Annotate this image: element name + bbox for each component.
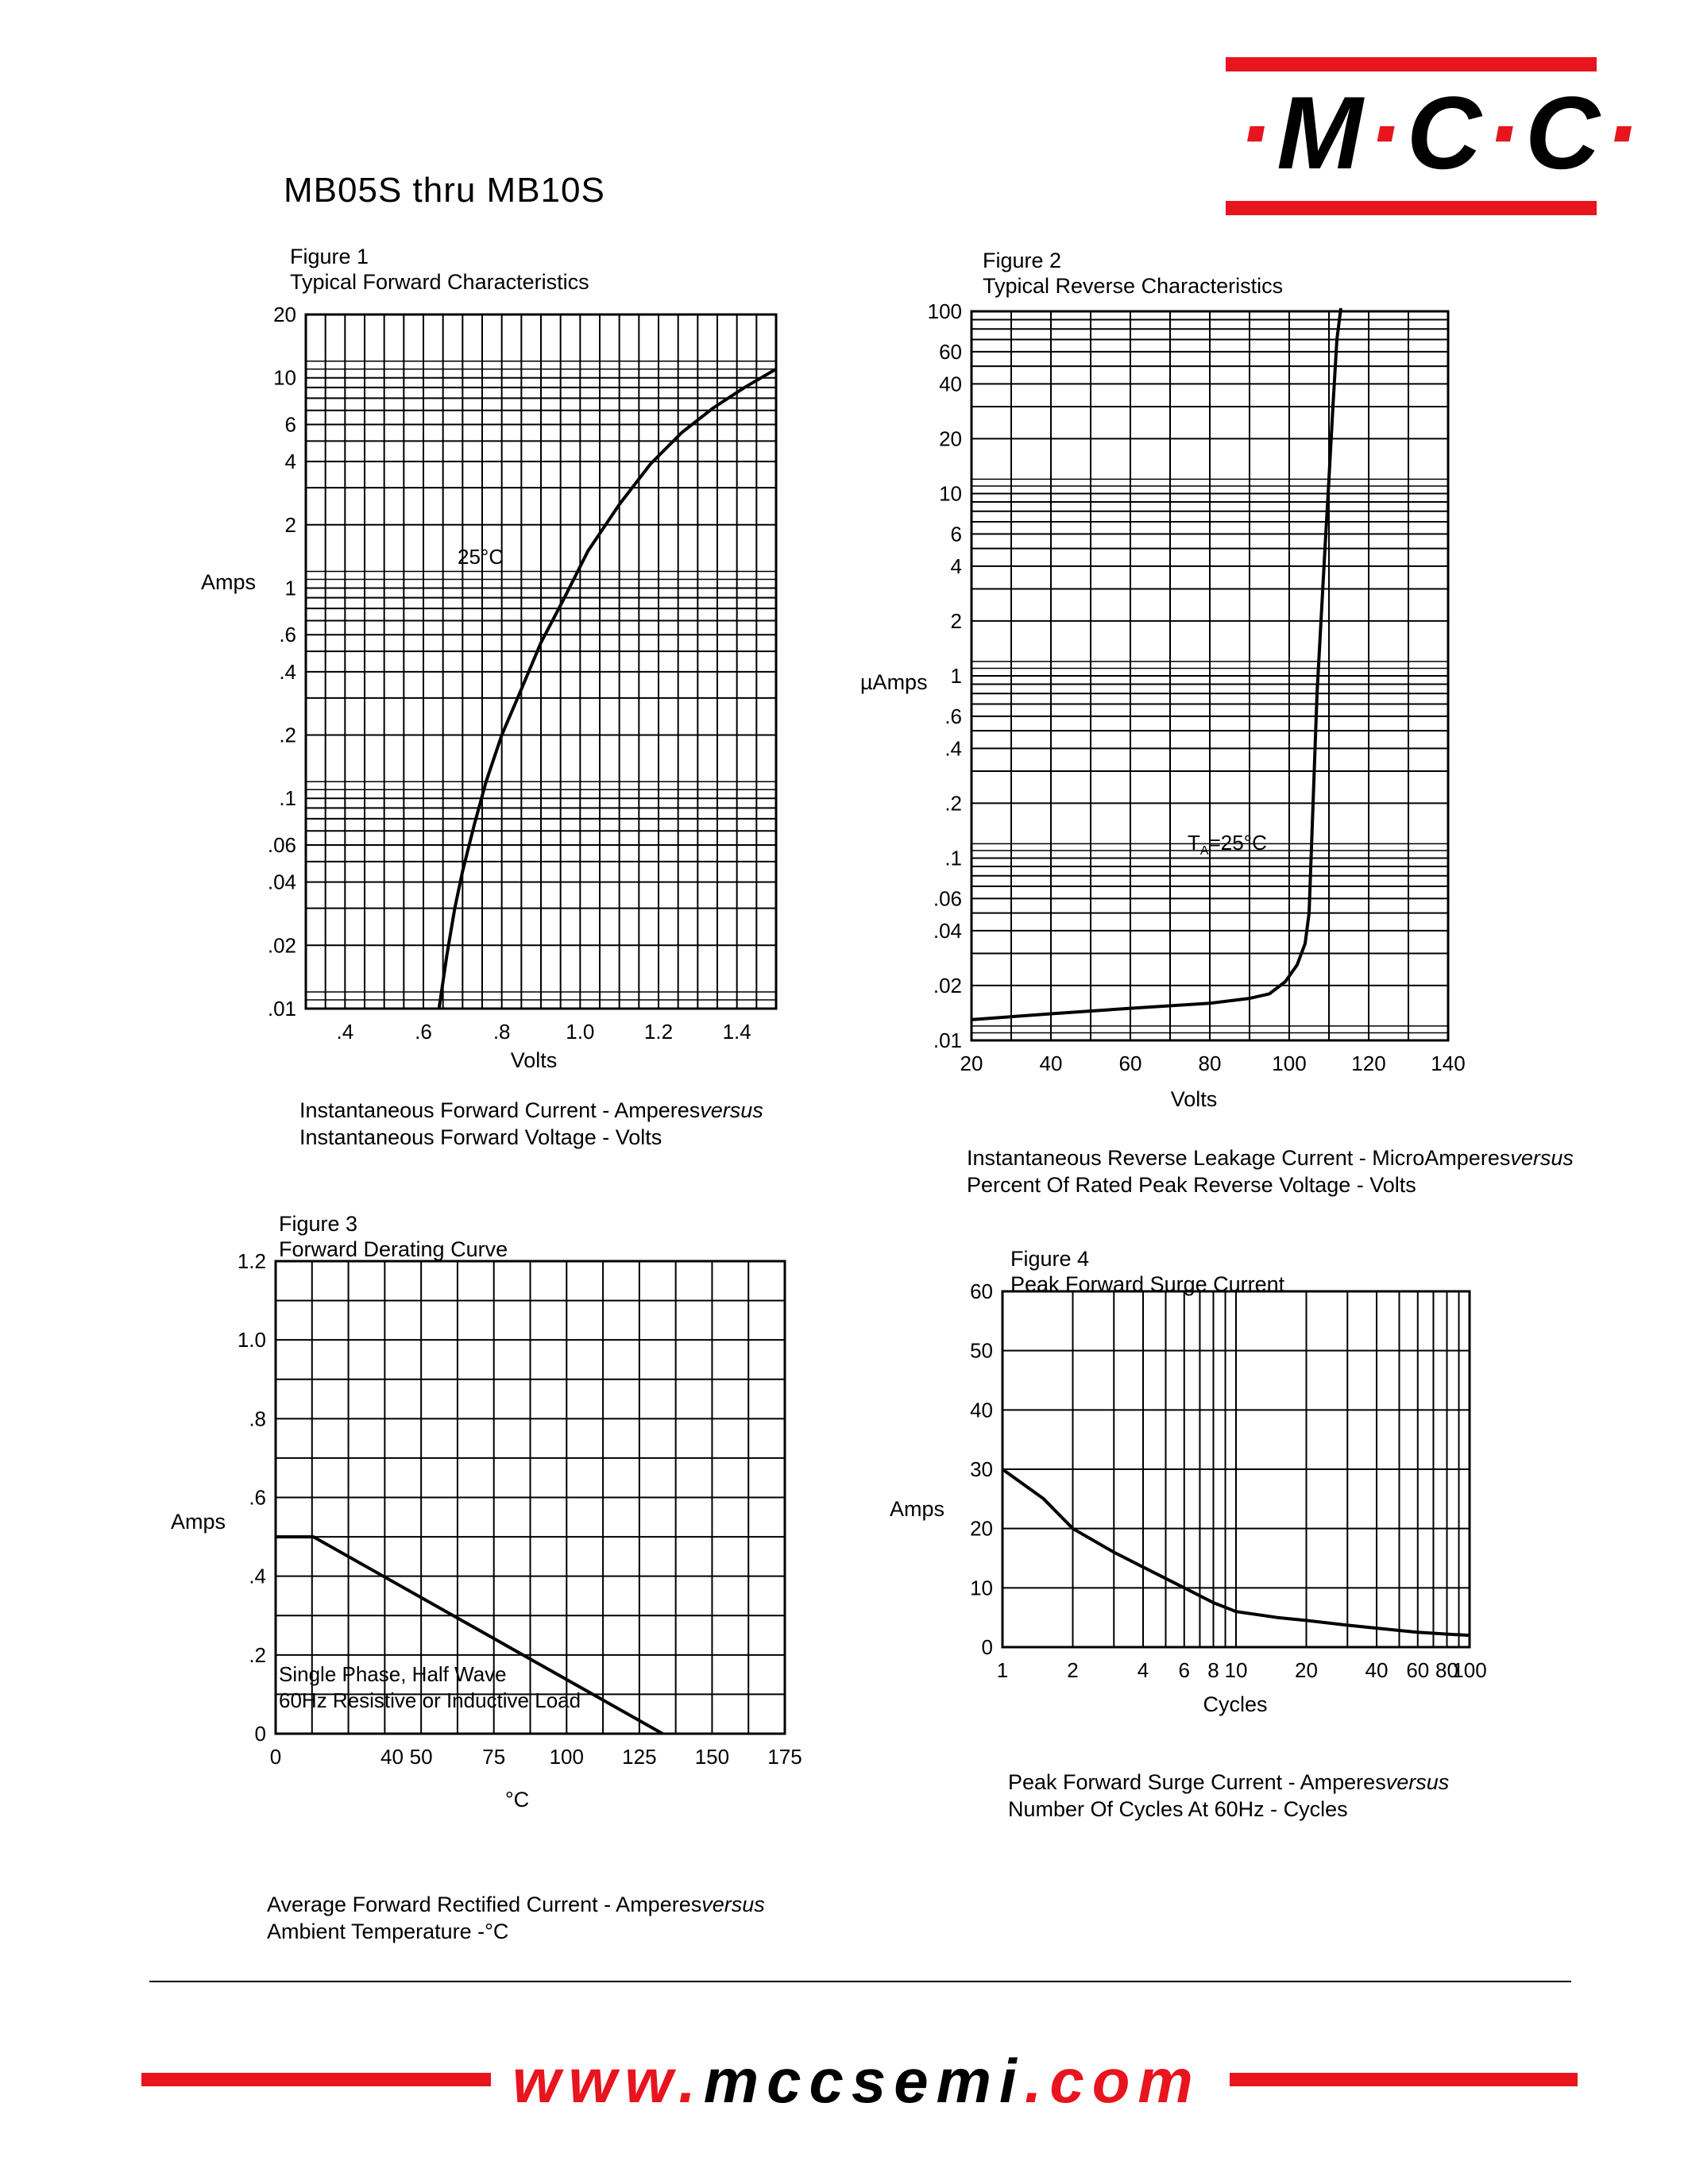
annotation-subscript: A (1199, 844, 1209, 858)
x-tick-label: 50 (409, 1745, 433, 1769)
x-tick-label: 150 (694, 1745, 730, 1769)
fig1-desc-line2: Instantaneous Forward Voltage - Volts (299, 1125, 662, 1149)
y-axis-label: Amps (890, 1497, 945, 1521)
logo-letter: C (1406, 75, 1486, 191)
x-axis-label: Volts (510, 1048, 558, 1072)
y-tick-label: 30 (970, 1457, 993, 1481)
y-tick-label: 1 (950, 664, 962, 688)
fig3-title: Forward Derating Curve (279, 1237, 508, 1261)
y-tick-label: .2 (249, 1642, 266, 1667)
fig3-description (267, 1891, 765, 1945)
x-tick-label: 120 (1351, 1051, 1386, 1075)
x-tick-label: 125 (622, 1745, 657, 1769)
y-tick-label: .6 (944, 704, 962, 728)
x-tick-label: 40 (1039, 1051, 1063, 1075)
y-tick-label: .04 (933, 918, 962, 943)
fig4-desc-line2: Number Of Cycles At 60Hz - Cycles (1008, 1797, 1348, 1821)
x-tick-label: 175 (767, 1745, 802, 1769)
x-tick-label: 6 (1178, 1658, 1191, 1682)
x-tick-label: 40 (1365, 1658, 1389, 1682)
x-tick-label: 1.0 (566, 1020, 595, 1044)
footer-url-prefix: www. (512, 2046, 704, 2116)
fig3-desc-line2: Ambient Temperature -°C (267, 1920, 509, 1943)
y-tick-label: 0 (981, 1635, 993, 1659)
x-tick-label: .6 (415, 1020, 432, 1044)
y-tick-label: 100 (927, 299, 962, 323)
x-tick-label: 100 (1452, 1658, 1487, 1682)
x-axis-label: °C (504, 1788, 530, 1812)
logo-letter: M (1277, 75, 1368, 191)
y-tick-label: 20 (939, 426, 962, 451)
y-tick-label: 0 (254, 1722, 266, 1746)
x-tick-label: 140 (1431, 1051, 1466, 1075)
footer-right-bar (1230, 2073, 1578, 2086)
condition-note: 60Hz Resistive or Inductive Load (279, 1688, 581, 1712)
footer-website-link[interactable] (512, 2045, 1201, 2116)
y-tick-label: .8 (249, 1406, 266, 1431)
logo-letter: C (1525, 75, 1605, 191)
footer-left-bar (141, 2073, 491, 2086)
fig3-label: Figure 3 (279, 1212, 358, 1236)
logo-dot: · (1604, 75, 1644, 191)
x-tick-label: 2 (1067, 1658, 1079, 1682)
y-tick-label: .6 (249, 1485, 266, 1510)
temperature-annotation: 25°C (458, 545, 504, 569)
fig2-desc-versus: versus (1510, 1146, 1574, 1170)
y-tick-label: 50 (970, 1338, 993, 1363)
y-tick-label: 20 (970, 1516, 993, 1541)
x-tick-label: 20 (960, 1051, 983, 1075)
fig1-desc-line1: Instantaneous Forward Current - Amperes (299, 1098, 701, 1122)
y-tick-label: 4 (950, 554, 962, 578)
y-tick-label: 1.0 (237, 1328, 266, 1352)
y-tick-label: 10 (939, 481, 962, 506)
annotation-value: =25°C (1208, 831, 1267, 855)
x-tick-label: 4 (1137, 1658, 1149, 1682)
y-tick-label: .4 (249, 1564, 266, 1588)
logo-dot: · (1238, 75, 1277, 191)
fig3-desc-line1: Average Forward Rectified Current - Amperes (267, 1893, 702, 1916)
y-axis-label: µAmps (860, 670, 928, 694)
y-tick-label: 10 (273, 365, 296, 390)
annotation-symbol: T (1188, 831, 1200, 855)
x-tick-label: 1 (996, 1658, 1009, 1682)
x-tick-label: 20 (1295, 1658, 1318, 1682)
y-tick-label: .4 (279, 659, 296, 684)
x-tick-label: 75 (482, 1745, 506, 1769)
y-tick-label: 2 (950, 608, 962, 633)
y-tick-label: 40 (939, 372, 962, 396)
fig1-title: Typical Forward Characteristics (290, 270, 589, 294)
condition-note: Single Phase, Half Wave (279, 1662, 507, 1686)
fig2-desc-line1: Instantaneous Reverse Leakage Current - MicroAmperes (967, 1146, 1511, 1170)
footer-url-suffix: .com (1024, 2046, 1201, 2116)
y-tick-label: 60 (970, 1279, 993, 1303)
fig2-description (967, 1144, 1574, 1198)
y-tick-label: .4 (944, 736, 962, 761)
x-tick-label: 0 (269, 1745, 282, 1769)
y-tick-label: 10 (970, 1576, 993, 1600)
x-tick-label: .8 (492, 1020, 511, 1044)
x-tick-label: 10 (1224, 1658, 1248, 1682)
x-tick-label: 100 (1272, 1051, 1307, 1075)
y-tick-label: .01 (267, 997, 296, 1021)
x-tick-label: .4 (336, 1020, 354, 1044)
logo-dot: · (1485, 75, 1526, 191)
fig2-label: Figure 2 (983, 249, 1062, 272)
y-tick-label: 6 (950, 522, 962, 546)
footer-url-main: mccsemi (703, 2046, 1025, 2116)
logo-dot: · (1367, 75, 1407, 191)
fig4-description (1008, 1769, 1449, 1823)
y-tick-label: .04 (267, 870, 296, 894)
fig1-desc-versus: versus (700, 1098, 763, 1122)
y-tick-label: .6 (279, 623, 296, 647)
footer-divider (149, 1981, 1571, 1982)
y-tick-label: .06 (933, 886, 962, 911)
fig4-label: Figure 4 (1010, 1247, 1090, 1271)
fig4-desc-line1: Peak Forward Surge Current - Amperes (1008, 1770, 1386, 1794)
fig3-desc-versus: versus (701, 1893, 765, 1916)
x-tick-label: 1.2 (643, 1020, 674, 1044)
x-tick-label: 1.4 (722, 1020, 751, 1044)
y-tick-label: .2 (279, 723, 296, 747)
fig4-desc-versus: versus (1385, 1770, 1450, 1794)
y-tick-label: .01 (933, 1028, 962, 1052)
y-tick-label: .06 (267, 832, 296, 857)
x-tick-label: 8 (1207, 1658, 1219, 1682)
x-axis-label: Volts (1170, 1087, 1218, 1111)
fig1-label: Figure 1 (290, 245, 369, 268)
x-tick-label: 80 (1198, 1051, 1222, 1075)
x-tick-label: 60 (1118, 1051, 1142, 1075)
x-tick-label: 40 (380, 1745, 404, 1769)
fig2-title: Typical Reverse Characteristics (983, 274, 1284, 298)
y-axis-label: Amps (171, 1510, 226, 1534)
x-tick-label: 60 (1406, 1658, 1430, 1682)
y-tick-label: 40 (970, 1398, 993, 1422)
y-tick-label: 60 (939, 339, 962, 364)
x-axis-label: Cycles (1203, 1692, 1268, 1716)
y-tick-label: 20 (273, 303, 296, 326)
fig4-title: Peak Forward Surge Current (1010, 1272, 1285, 1296)
x-tick-label: 80 (1435, 1658, 1458, 1682)
y-tick-label: 4 (284, 450, 296, 474)
y-tick-label: 6 (284, 412, 296, 437)
y-tick-label: .02 (267, 933, 296, 958)
x-tick-label: 100 (549, 1745, 584, 1769)
y-tick-label: .1 (279, 786, 296, 811)
y-axis-label: Amps (201, 570, 257, 594)
y-tick-label: .1 (944, 846, 962, 870)
y-tick-label: 1.2 (237, 1249, 266, 1273)
fig1-description (299, 1097, 763, 1151)
y-tick-label: .02 (933, 973, 962, 997)
y-tick-label: 2 (284, 512, 296, 537)
page-title: MB05S thru MB10S (284, 171, 605, 210)
y-tick-label: .2 (944, 791, 962, 816)
fig2-desc-line2: Percent Of Rated Peak Reverse Voltage - Volts (967, 1173, 1416, 1197)
y-tick-label: 1 (284, 576, 296, 600)
